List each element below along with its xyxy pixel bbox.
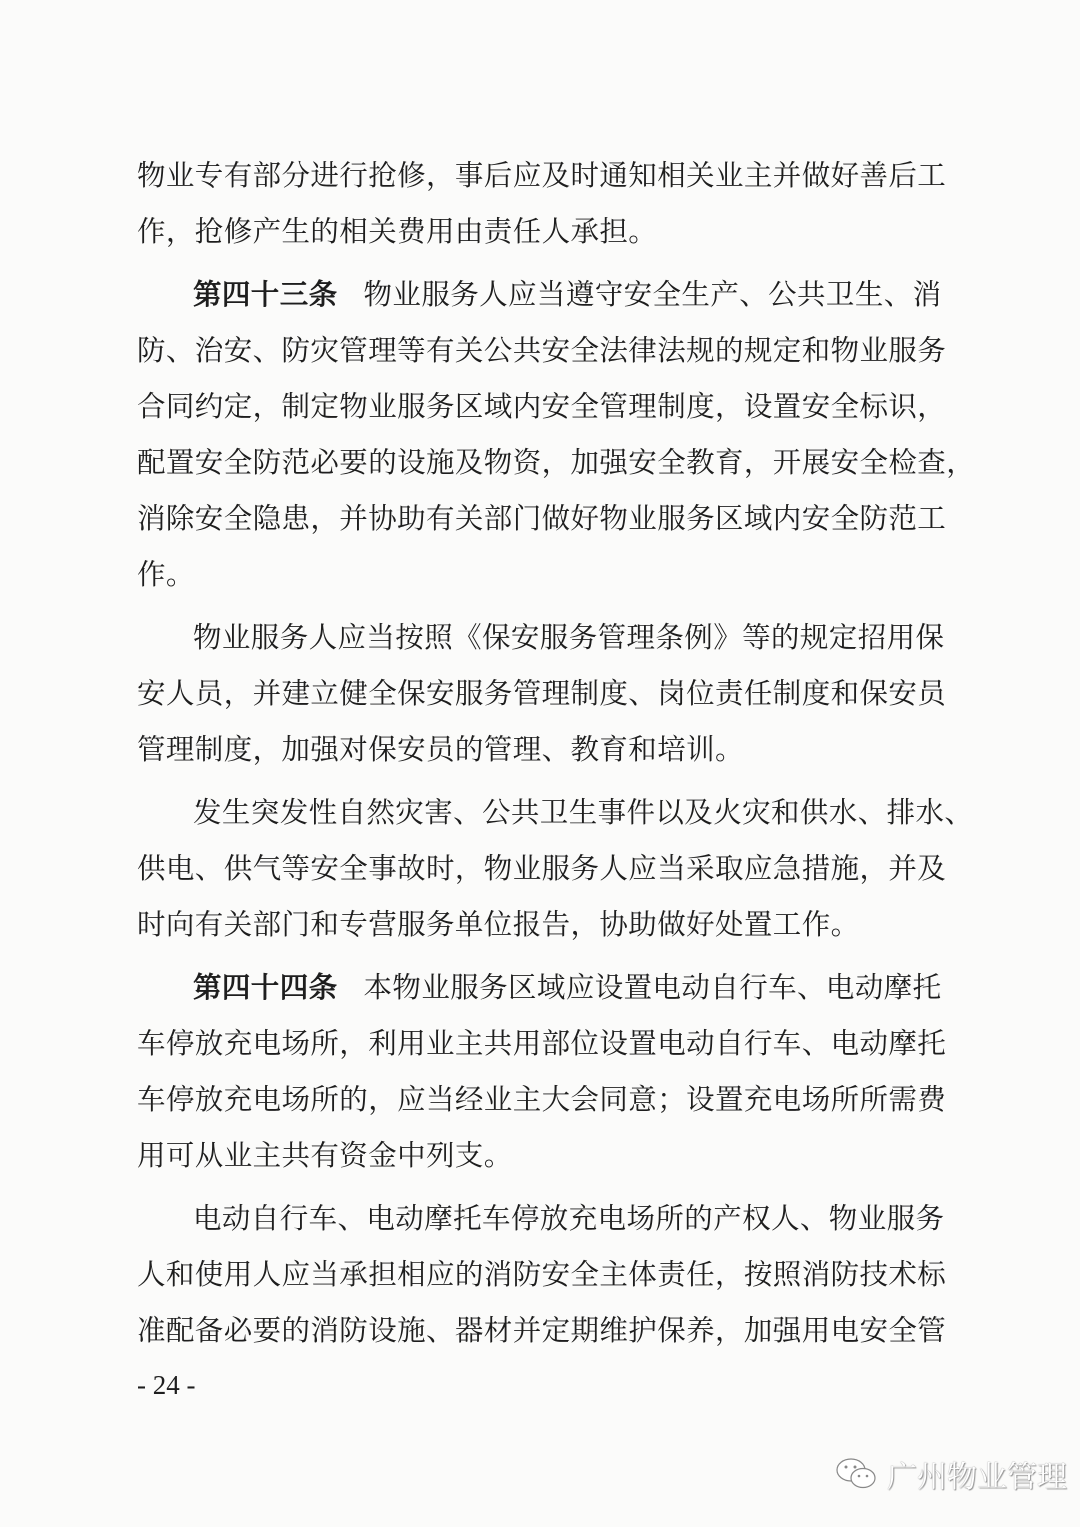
text-line bbox=[137, 491, 957, 547]
text-line bbox=[137, 960, 957, 1016]
paragraph bbox=[137, 785, 974, 953]
line-text: 物业服务人应当按照《保安服务管理条例》等的规定招用保 bbox=[193, 621, 945, 654]
line-text: 防、治安、防灾管理等有关公共安全法律法规的规定和物业服务 bbox=[137, 334, 947, 367]
text-line bbox=[137, 148, 957, 204]
line-text: 消除安全隐患，并协助有关部门做好物业服务区域内安全防范工 bbox=[137, 502, 947, 535]
line-text: 本物业服务区域应设置电动自行车、电动摩托 bbox=[363, 971, 942, 1004]
text-line bbox=[137, 841, 957, 897]
text-line bbox=[137, 379, 957, 435]
text-line bbox=[137, 435, 976, 491]
text-line bbox=[137, 323, 957, 379]
line-text: 管理制度，加强对保安员的管理、教育和培训。 bbox=[137, 733, 744, 766]
article-heading: 第四十四条 bbox=[193, 971, 338, 1004]
text-line bbox=[137, 785, 974, 841]
paragraph bbox=[137, 1191, 957, 1359]
text-line bbox=[137, 897, 957, 953]
text-line bbox=[137, 610, 957, 666]
article-heading: 第四十三条 bbox=[193, 278, 338, 311]
line-text: 用可从业主共有资金中列支。 bbox=[137, 1139, 513, 1172]
text-line bbox=[137, 1128, 957, 1184]
text-line bbox=[137, 204, 957, 260]
page-number: - 24 - bbox=[137, 1370, 196, 1400]
line-text: 电动自行车、电动摩托车停放充电场所的产权人、物业服务 bbox=[193, 1202, 945, 1235]
article-paragraph bbox=[137, 267, 976, 603]
text-line bbox=[137, 1247, 957, 1303]
text-line bbox=[137, 1072, 957, 1128]
line-text: 人和使用人应当承担相应的消防安全主体责任，按照消防技术标 bbox=[137, 1258, 947, 1291]
line-text: 作，抢修产生的相关费用由责任人承担。 bbox=[137, 215, 658, 248]
line-text: 车停放充电场所的，应当经业主大会同意；设置充电场所所需费 bbox=[137, 1083, 947, 1116]
wechat-icon bbox=[835, 1456, 879, 1492]
line-text: 安人员，并建立健全保安服务管理制度、岗位责任制度和保安员 bbox=[137, 677, 947, 710]
paragraph bbox=[137, 148, 957, 260]
document-body bbox=[137, 148, 976, 1366]
paragraph bbox=[137, 610, 957, 778]
text-line bbox=[137, 267, 957, 323]
watermark bbox=[835, 1452, 1067, 1496]
line-text: 供电、供气等安全事故时，物业服务人应当采取应急措施，并及 bbox=[137, 852, 947, 885]
line-text: 车停放充电场所，利用业主共用部位设置电动自行车、电动摩托 bbox=[137, 1027, 947, 1060]
line-text: 物业服务人应当遵守安全生产、公共卫生、消 bbox=[363, 278, 942, 311]
watermark-text: 广州物业管理 bbox=[887, 1460, 1067, 1495]
text-line bbox=[137, 1016, 957, 1072]
line-text: 发生突发性自然灾害、公共卫生事件以及火灾和供水、排水、 bbox=[193, 796, 974, 829]
text-line bbox=[137, 1303, 957, 1359]
line-text: 准配备必要的消防设施、器材并定期维护保养，加强用电安全管 bbox=[137, 1314, 947, 1347]
article-paragraph bbox=[137, 960, 957, 1184]
line-text: 作。 bbox=[137, 558, 195, 591]
text-line bbox=[137, 547, 957, 603]
line-text: 配置安全防范必要的设施及物资，加强安全教育，开展安全检查， bbox=[137, 446, 976, 479]
line-text: 物业专有部分进行抢修，事后应及时通知相关业主并做好善后工 bbox=[137, 159, 947, 192]
line-text: 合同约定，制定物业服务区域内安全管理制度，设置安全标识， bbox=[137, 390, 947, 423]
text-line bbox=[137, 1191, 957, 1247]
text-line bbox=[137, 666, 957, 722]
text-line bbox=[137, 722, 957, 778]
line-text: 时向有关部门和专营服务单位报告，协助做好处置工作。 bbox=[137, 908, 860, 941]
